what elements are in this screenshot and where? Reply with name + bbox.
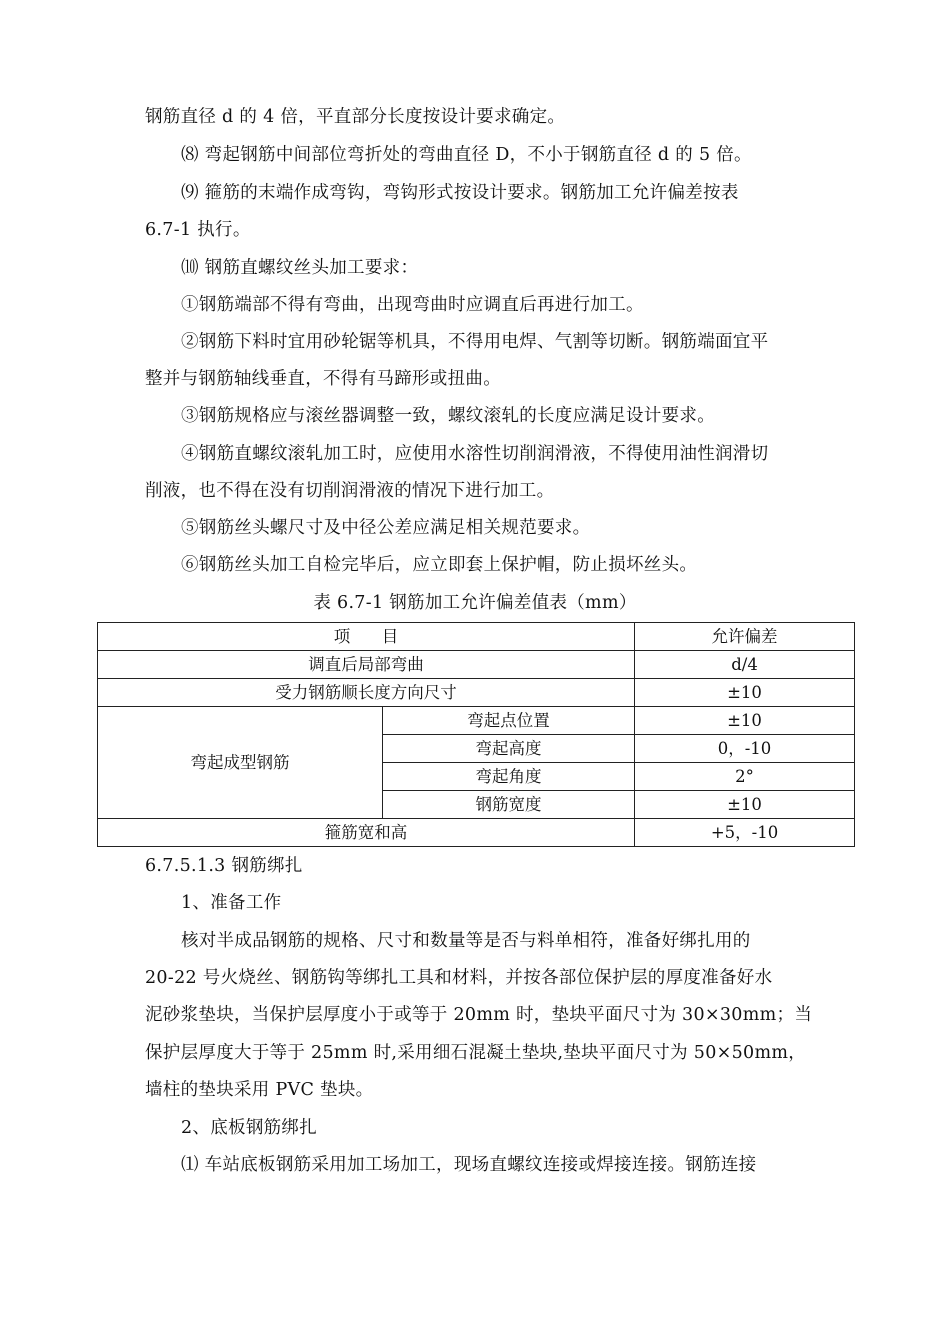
header-item-cell: 项 目 [98,623,635,651]
sub-item-cell: 弯起高度 [383,735,635,763]
sub-item-cell: 弯起点位置 [383,707,635,735]
sub-item-2: ②钢筋下料时宜用砂轮锯等机具，不得用电焊、气割等切断。钢筋端面宜平 [181,332,769,352]
sub-item-5: ⑤钢筋丝头螺尺寸及中径公差应满足相关规范要求。 [181,518,591,538]
sub-item-6: ⑥钢筋丝头加工自检完毕后，应立即套上保护帽，防止损坏丝头。 [181,555,698,575]
body-line: 6.7-1 执行。 [145,220,251,240]
sub-item-4: ④钢筋直螺纹滚轧加工时，应使用水溶性切削润滑液，不得使用油性润滑切 [181,444,769,464]
list-item-9: ⑼ 箍筋的末端作成弯钩，弯钩形式按设计要求。钢筋加工允许偏差按表 [181,183,739,203]
sub-item-1: ①钢筋端部不得有弯曲，出现弯曲时应调直后再进行加工。 [181,295,644,315]
tolerance-cell: ±10 [635,679,855,707]
tolerance-cell: d/4 [635,651,855,679]
table-row [98,707,855,735]
body-line: 钢筋直径 d 的 4 倍，平直部分长度按设计要求确定。 [145,107,566,127]
tolerance-cell: 0，-10 [635,735,855,763]
list-item-1: ⑴ 车站底板钢筋采用加工场加工，现场直螺纹连接或焊接连接。钢筋连接 [181,1155,757,1175]
body-line: 保护层厚度大于等于 25mm 时,采用细石混凝土垫块,垫块平面尺寸为 50×50mm， [145,1043,807,1063]
tolerance-table [97,622,855,847]
table-caption: 表 6.7-1 钢筋加工允许偏差值表（mm） [313,593,637,613]
section-heading: 6.7.5.1.3 钢筋绑扎 [145,856,303,876]
item-cell: 受力钢筋顺长度方向尺寸 [98,679,635,707]
body-line: 泥砂浆垫块，当保护层厚度小于或等于 20mm 时，垫块平面尺寸为 30×30mm；当 [145,1005,813,1025]
table-header-row [98,623,855,651]
body-line: 核对半成品钢筋的规格、尺寸和数量等是否与料单相符，准备好绑扎用的 [181,931,751,951]
item-cell: 调直后局部弯曲 [98,651,635,679]
table-row [98,651,855,679]
body-line: 20-22 号火烧丝、钢筋钩等绑扎工具和材料，并按各部位保护层的厚度准备好水 [145,968,773,988]
tolerance-cell: ±10 [635,707,855,735]
table-row [98,679,855,707]
body-line: 墙柱的垫块采用 PVC 垫块。 [145,1080,374,1100]
body-line: 削液，也不得在没有切削润滑液的情况下进行加工。 [145,481,555,501]
list-item-10: ⑽ 钢筋直螺纹丝头加工要求： [181,258,419,278]
body-line: 整并与钢筋轴线垂直，不得有马蹄形或扭曲。 [145,369,501,389]
table-row [98,819,855,847]
tolerance-cell: ±10 [635,791,855,819]
subsection-heading: 2、底板钢筋绑扎 [181,1118,318,1138]
sub-item-cell: 钢筋宽度 [383,791,635,819]
sub-item-cell: 弯起角度 [383,763,635,791]
list-item-8: ⑻ 弯起钢筋中间部位弯折处的弯曲直径 D，不小于钢筋直径 d 的 5 倍。 [181,145,752,165]
item-cell: 箍筋宽和高 [98,819,635,847]
group-label-cell: 弯起成型钢筋 [98,707,383,819]
header-tolerance-cell: 允许偏差 [635,623,855,651]
tolerance-cell: +5，-10 [635,819,855,847]
tolerance-cell: 2° [635,763,855,791]
subsection-heading: 1、准备工作 [181,893,282,913]
sub-item-3: ③钢筋规格应与滚丝器调整一致，螺纹滚轧的长度应满足设计要求。 [181,406,715,426]
